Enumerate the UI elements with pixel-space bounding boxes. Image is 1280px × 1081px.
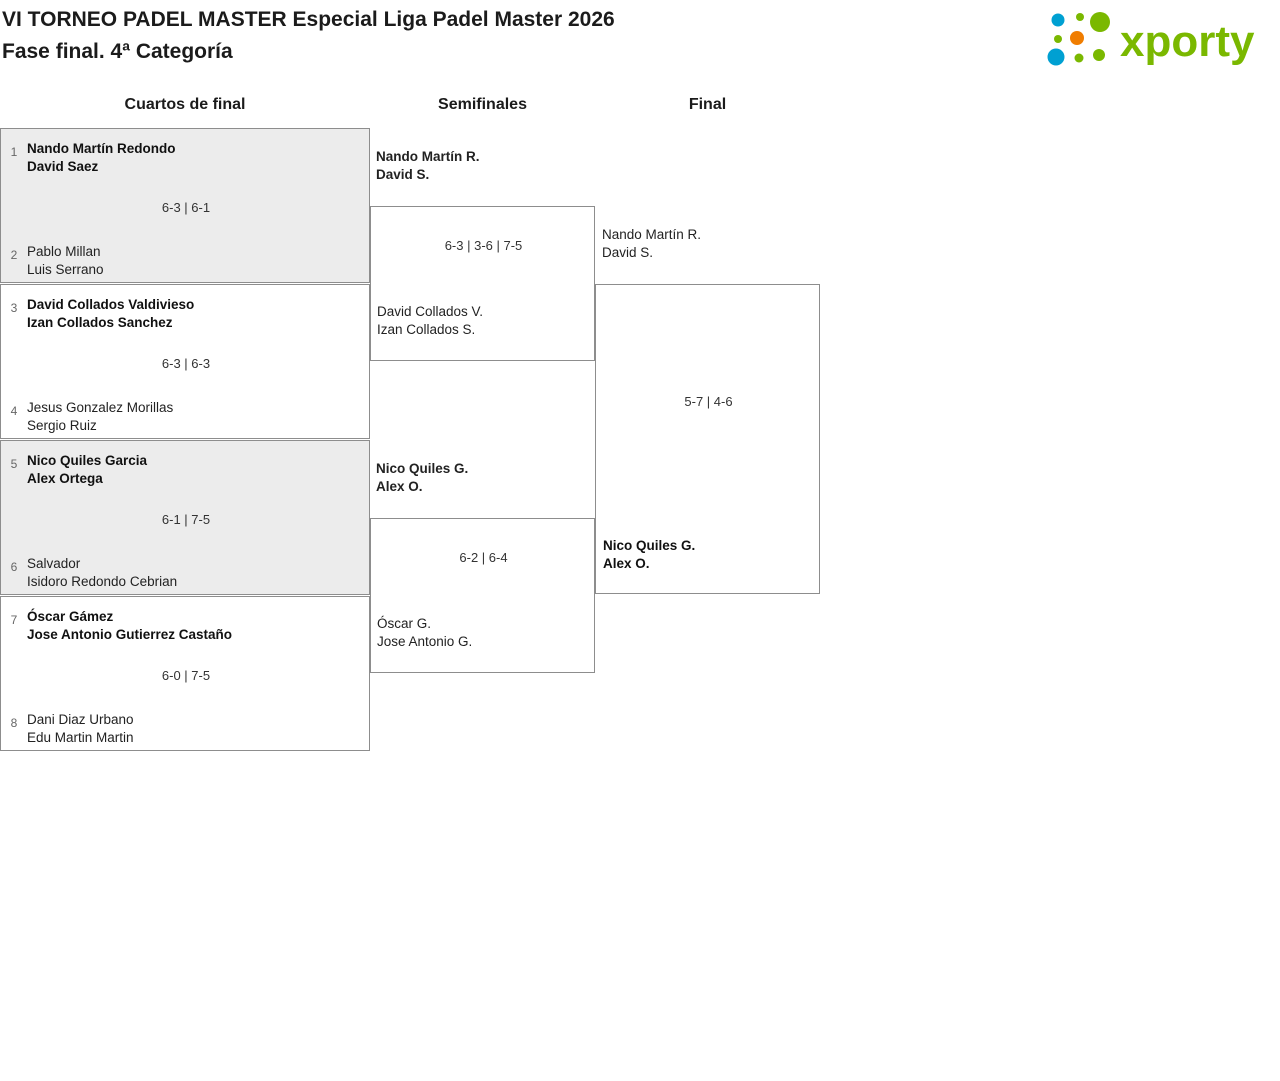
seed-number: 8 [10, 716, 18, 730]
match-score: 6-2 | 6-4 [459, 550, 508, 565]
match-quarterfinal-3[interactable] [0, 440, 370, 595]
tournament-title [2, 4, 902, 68]
player-2: David Saez [27, 159, 99, 174]
player-1: Nando Martín R. [376, 149, 480, 164]
player-1: Salvador [27, 556, 81, 571]
match-score: 6-3 | 3-6 | 7-5 [444, 238, 523, 253]
player-2: Edu Martin Martin [27, 730, 134, 745]
player-1: Nico Quiles G. [376, 461, 469, 476]
semifinal-1-team-top [376, 148, 480, 184]
seed-number: 7 [10, 613, 18, 627]
team-bottom [603, 537, 695, 573]
team-top [27, 140, 176, 176]
seed-number: 5 [10, 457, 18, 471]
match-final[interactable] [595, 284, 820, 594]
player-2: Luis Serrano [27, 262, 104, 277]
player-1: Dani Diaz Urbano [27, 712, 134, 727]
player-1: Jesus Gonzalez Morillas [27, 400, 174, 415]
tournament-title-line-2: Fase final. 4ª Categoría [2, 40, 233, 63]
player-2: Alex O. [376, 479, 423, 494]
player-2: Sergio Ruiz [27, 418, 97, 433]
player-2: Isidoro Redondo Cebrian [27, 574, 178, 589]
final-team-top [602, 226, 701, 262]
match-quarterfinal-2[interactable] [0, 284, 370, 439]
player-1: Nico Quiles Garcia [27, 453, 148, 468]
match-score: 6-1 | 7-5 [161, 512, 211, 527]
team-top [27, 452, 147, 488]
round-header-semifinals: Semifinales [438, 96, 527, 113]
seed-number: 2 [10, 248, 18, 262]
team-bottom [27, 243, 104, 279]
tournament-title-line-1: VI TORNEO PADEL MASTER Especial Liga Padel Master 2026 [2, 8, 615, 31]
xporty-logo[interactable] [1042, 8, 1274, 66]
match-semifinal-1[interactable] [370, 206, 595, 361]
match-quarterfinal-1[interactable] [0, 128, 370, 283]
player-2: Alex Ortega [27, 471, 103, 486]
match-score: 6-3 | 6-1 [161, 200, 211, 215]
team-bottom [377, 303, 483, 339]
semifinal-2-team-top [376, 460, 468, 496]
team-top [27, 608, 232, 644]
player-1: Nico Quiles G. [603, 538, 696, 553]
round-header-final: Final [688, 96, 727, 113]
match-score: 6-3 | 6-3 [161, 356, 211, 371]
page-header [0, 0, 1280, 82]
seed-number: 1 [10, 145, 18, 159]
player-1: Óscar Gámez [27, 609, 114, 624]
match-semifinal-2[interactable] [370, 518, 595, 673]
player-2: Izan Collados Sanchez [27, 315, 173, 330]
seed-number: 6 [10, 560, 18, 574]
team-bottom [27, 555, 177, 591]
player-1: Óscar G. [377, 616, 432, 631]
seed-number: 4 [10, 404, 18, 418]
team-bottom [27, 399, 173, 435]
player-1: Pablo Millan [27, 244, 101, 259]
team-top [27, 296, 194, 332]
player-2: Izan Collados S. [377, 322, 476, 337]
team-bottom [27, 711, 134, 747]
player-1: David Collados Valdivieso [27, 297, 195, 312]
player-2: David S. [602, 245, 654, 260]
svg-text:xporty: xporty [1120, 17, 1255, 66]
player-2: Alex O. [603, 556, 650, 571]
player-2: Jose Antonio G. [377, 634, 473, 649]
player-2: Jose Antonio Gutierrez Castaño [27, 627, 233, 642]
match-score: 5-7 | 4-6 [684, 394, 733, 409]
team-bottom [377, 615, 472, 651]
match-quarterfinal-4[interactable] [0, 596, 370, 751]
seed-number: 3 [10, 301, 18, 315]
player-1: Nando Martín Redondo [27, 141, 176, 156]
player-1: Nando Martín R. [602, 227, 702, 242]
round-header-quarters: Cuartos de final [124, 96, 246, 113]
player-2: David S. [376, 167, 430, 182]
player-1: David Collados V. [377, 304, 484, 319]
match-score: 6-0 | 7-5 [161, 668, 211, 683]
